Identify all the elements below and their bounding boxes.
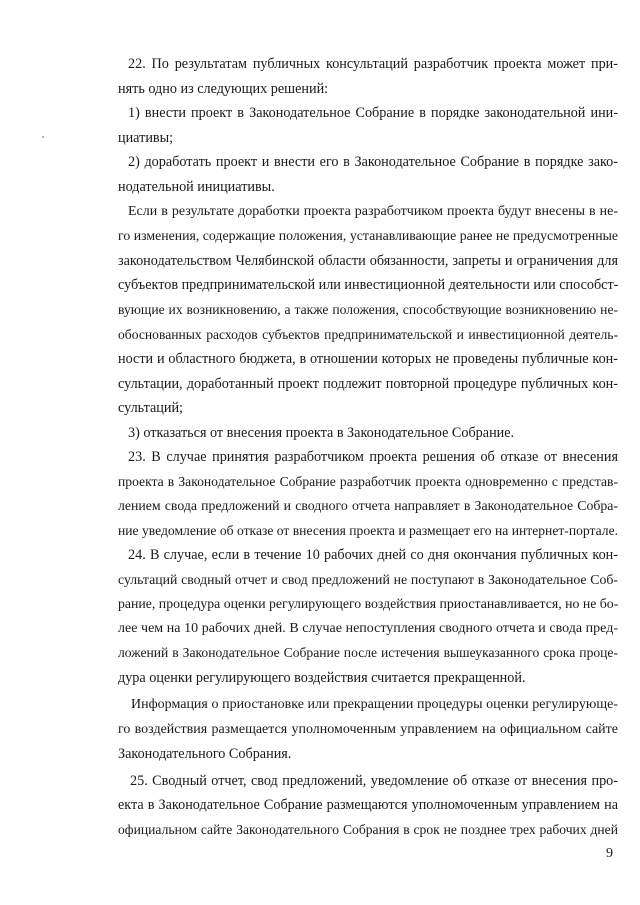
text-line: 2) доработать проект и внести его в Законодательное Собрание в порядке зако- bbox=[128, 154, 618, 170]
text-line: ние уведомление об отказе от внесения проекта и размещает его на интернет-портале. bbox=[118, 523, 618, 538]
text-line: субъектов предпринимательской или инвестиционной деятельности или способст- bbox=[118, 277, 619, 293]
text-line: обоснованных расходов субъектов предпринимательской и инвестиционной деятель- bbox=[118, 327, 618, 342]
page-number: 9 bbox=[606, 846, 613, 861]
text-line: нять одно из следующих решений: bbox=[118, 81, 329, 97]
text-line: лее чем на 10 рабочих дней. В случае непоступления сводного отчета и свода пред- bbox=[118, 621, 618, 636]
text-line: 23. В случае принятия разработчиком проекта решения об отказе от внесения bbox=[128, 449, 618, 465]
text-line: рание, процедура оценки регулирующего воздействия приостанавливается, но не бо- bbox=[118, 596, 619, 611]
text-line: сультаций; bbox=[118, 400, 183, 416]
text-line: ности и областного бюджета, в отношении которых не проведены публичные кон- bbox=[118, 351, 618, 367]
text-line: официальном сайте Законодательного Собрания в срок не позднее трех рабочих дней bbox=[118, 822, 618, 837]
text-line: проекта в Законодательное Собрание разработчик проекта одновременно с представ- bbox=[118, 474, 618, 489]
text-line: циативы; bbox=[118, 130, 174, 146]
text-line: Законодательного Собрания. bbox=[118, 746, 292, 762]
text-line: нодательной инициативы. bbox=[118, 179, 275, 195]
text-line: лением свода предложений и сводного отчета направляет в Законодательное Собра- bbox=[118, 498, 618, 513]
text-line: Информация о приостановке или прекращении процедуры оценки регулирующе- bbox=[131, 697, 618, 712]
text-line: 24. В случае, если в течение 10 рабочих дней со дня окончания публичных кон- bbox=[128, 547, 618, 563]
scan-speck bbox=[42, 136, 44, 138]
text-line: 22. По результатам публичных консультаций разработчик проекта может при- bbox=[128, 56, 618, 72]
text-line: 25. Сводный отчет, свод предложений, уведомление об отказе от внесения про- bbox=[130, 773, 618, 789]
text-line: вующие их возникновению, а также положения, способствующие возникновению не- bbox=[118, 302, 618, 317]
text-line: сультаций сводный отчет и свод предложений не поступают в Законодательное Соб- bbox=[118, 572, 618, 587]
text-line: екта в Законодательное Собрание размещаются уполномоченным управлением на bbox=[118, 797, 618, 813]
text-line: сультации, доработанный проект подлежит повторной процедуре публичных кон- bbox=[118, 376, 618, 392]
text-line: го изменения, содержащие положения, устанавливающие ранее не предусмотренные bbox=[118, 228, 618, 243]
text-line: Если в результате доработки проекта разработчиком проекта будут внесены в не- bbox=[128, 204, 618, 219]
text-line: го воздействия размещается уполномоченным управлением на официальном сайте bbox=[118, 722, 618, 737]
text-line: 3) отказаться от внесения проекта в Законодательное Собрание. bbox=[128, 425, 515, 441]
text-line: дура оценки регулирующего воздействия считается прекращенной. bbox=[118, 670, 526, 686]
text-line: 1) внести проект в Законодательное Собрание в порядке законодательной ини- bbox=[128, 105, 618, 121]
text-line: ложений в Законодательное Собрание после истечения вышеуказанного срока проце- bbox=[118, 645, 618, 660]
text-line: законодательством Челябинской области обязанности, запреты и ограничения для bbox=[118, 253, 618, 269]
